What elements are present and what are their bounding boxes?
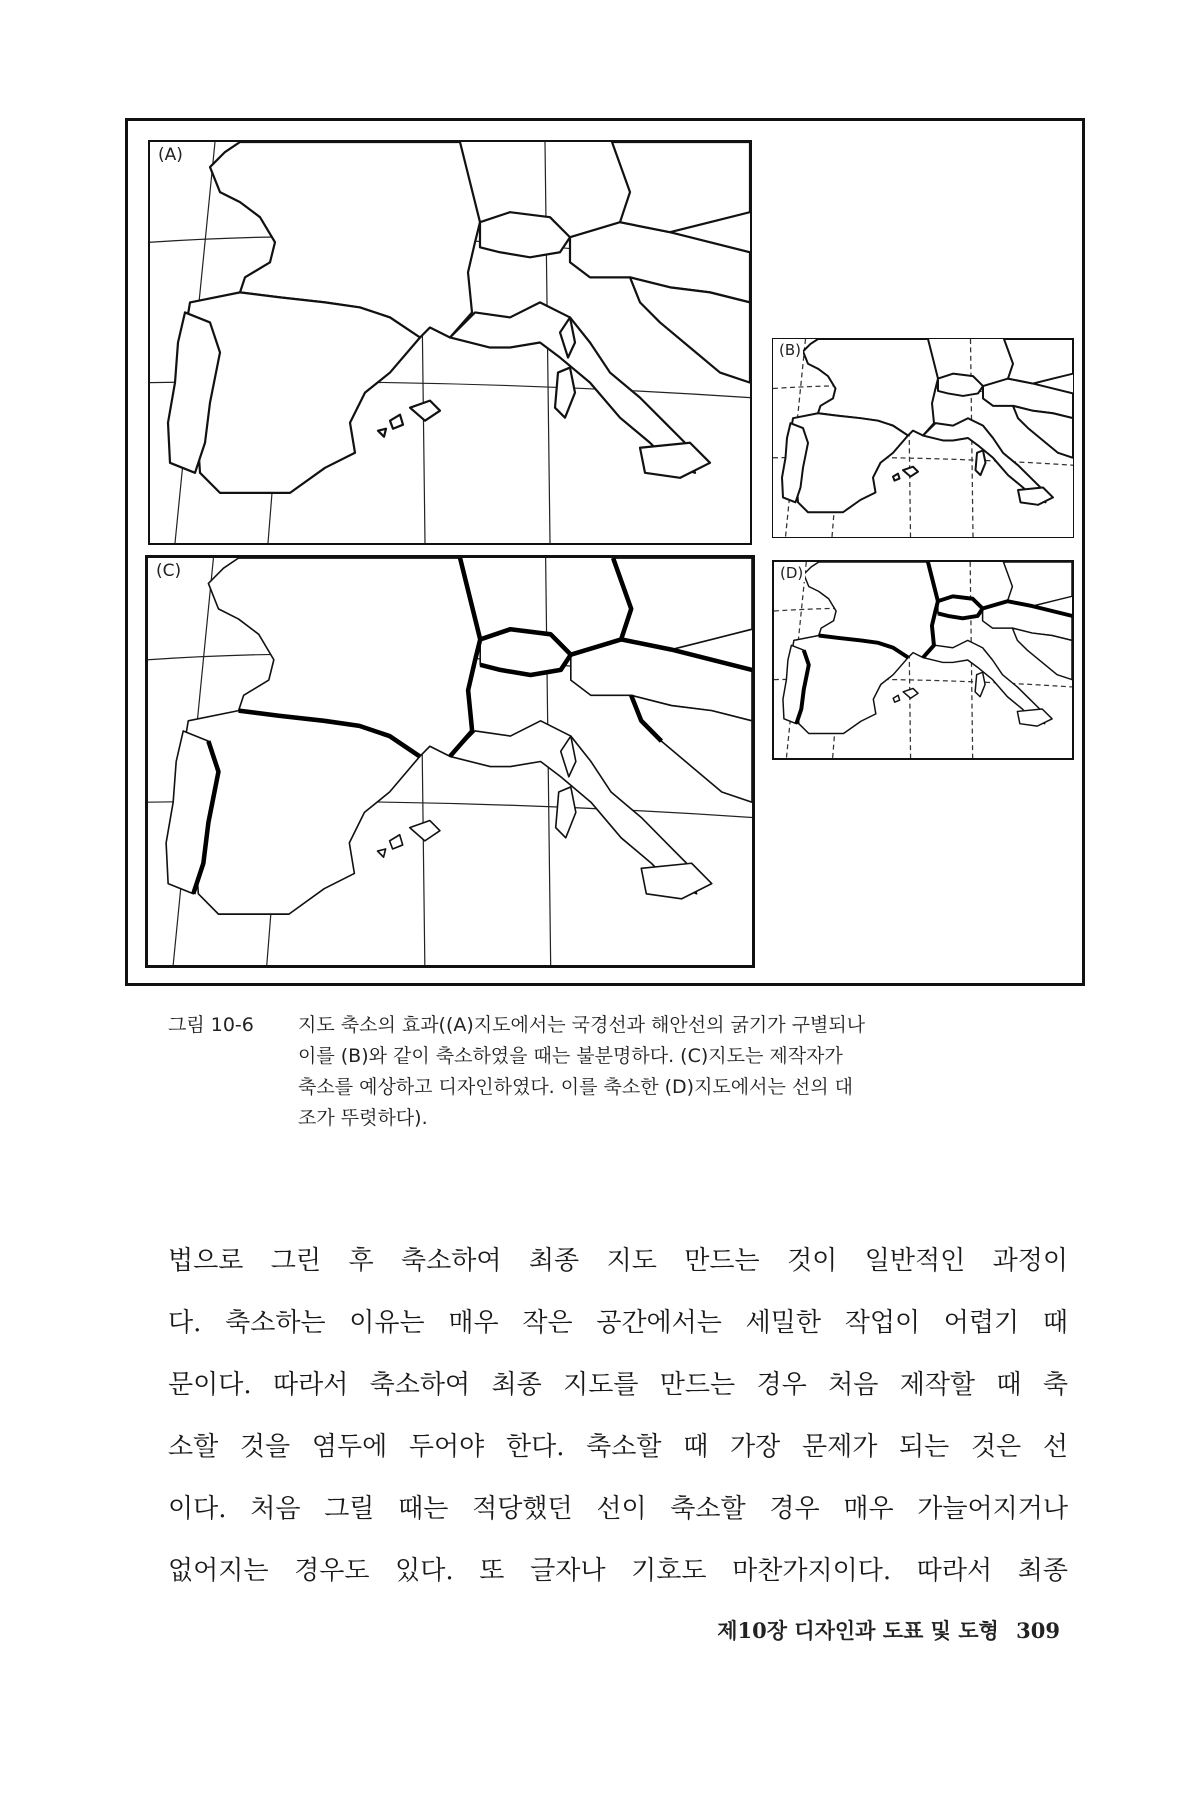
map-panel-c xyxy=(145,555,755,968)
body-line: 없어지는 경우도 있다. 또 글자나 기호도 마찬가지이다. 따라서 최종 xyxy=(168,1556,1068,1586)
caption-text: 지도 축소의 효과((A)지도에서는 국경선과 해안선의 굵기가 구별되나 이를 (B)와 같이 축소하였을 때는 불분명하다. (C)지도는 제작자가 축소를 예상하고 디자인하였다. 이를 축소한 (D)지도에서는 선의 대 조가 뚜렷하다). xyxy=(298,1014,866,1129)
body-line: 소할 것을 염두에 두어야 한다. 축소할 때 가장 문제가 되는 것은 선 xyxy=(168,1432,1068,1462)
running-footer xyxy=(640,1615,1060,1645)
map-label-b: (B) xyxy=(779,341,801,359)
map-label-c: (C) xyxy=(156,561,182,581)
body-line: 문이다. 따라서 축소하여 최종 지도를 만드는 경우 처음 제작할 때 축 xyxy=(168,1370,1068,1400)
europe-map-c xyxy=(148,558,752,965)
europe-map-b xyxy=(773,339,1073,537)
body-line: 다. 축소하는 이유는 매우 작은 공간에서는 세밀한 작업이 어렵기 때 xyxy=(168,1308,1068,1338)
europe-map-d xyxy=(774,562,1072,758)
body-line: 법으로 그린 후 축소하여 최종 지도 만드는 것이 일반적인 과정이 xyxy=(168,1246,1068,1276)
map-label-a: (A) xyxy=(158,145,183,165)
body-line: 이다. 처음 그릴 때는 적당했던 선이 축소할 경우 매우 가늘어지거나 xyxy=(168,1494,1068,1524)
map-panel-b xyxy=(772,338,1074,538)
map-label-d: (D) xyxy=(780,564,804,582)
body-paragraph xyxy=(168,1230,1068,1602)
chapter-title: 제10장 디자인과 도표 및 도형 xyxy=(717,1618,999,1643)
map-panel-a xyxy=(148,140,752,545)
europe-map-a xyxy=(150,142,750,543)
page-number: 309 xyxy=(1016,1618,1060,1643)
map-panel-d xyxy=(772,560,1074,760)
caption-label: 그림 10-6 xyxy=(168,1014,254,1036)
